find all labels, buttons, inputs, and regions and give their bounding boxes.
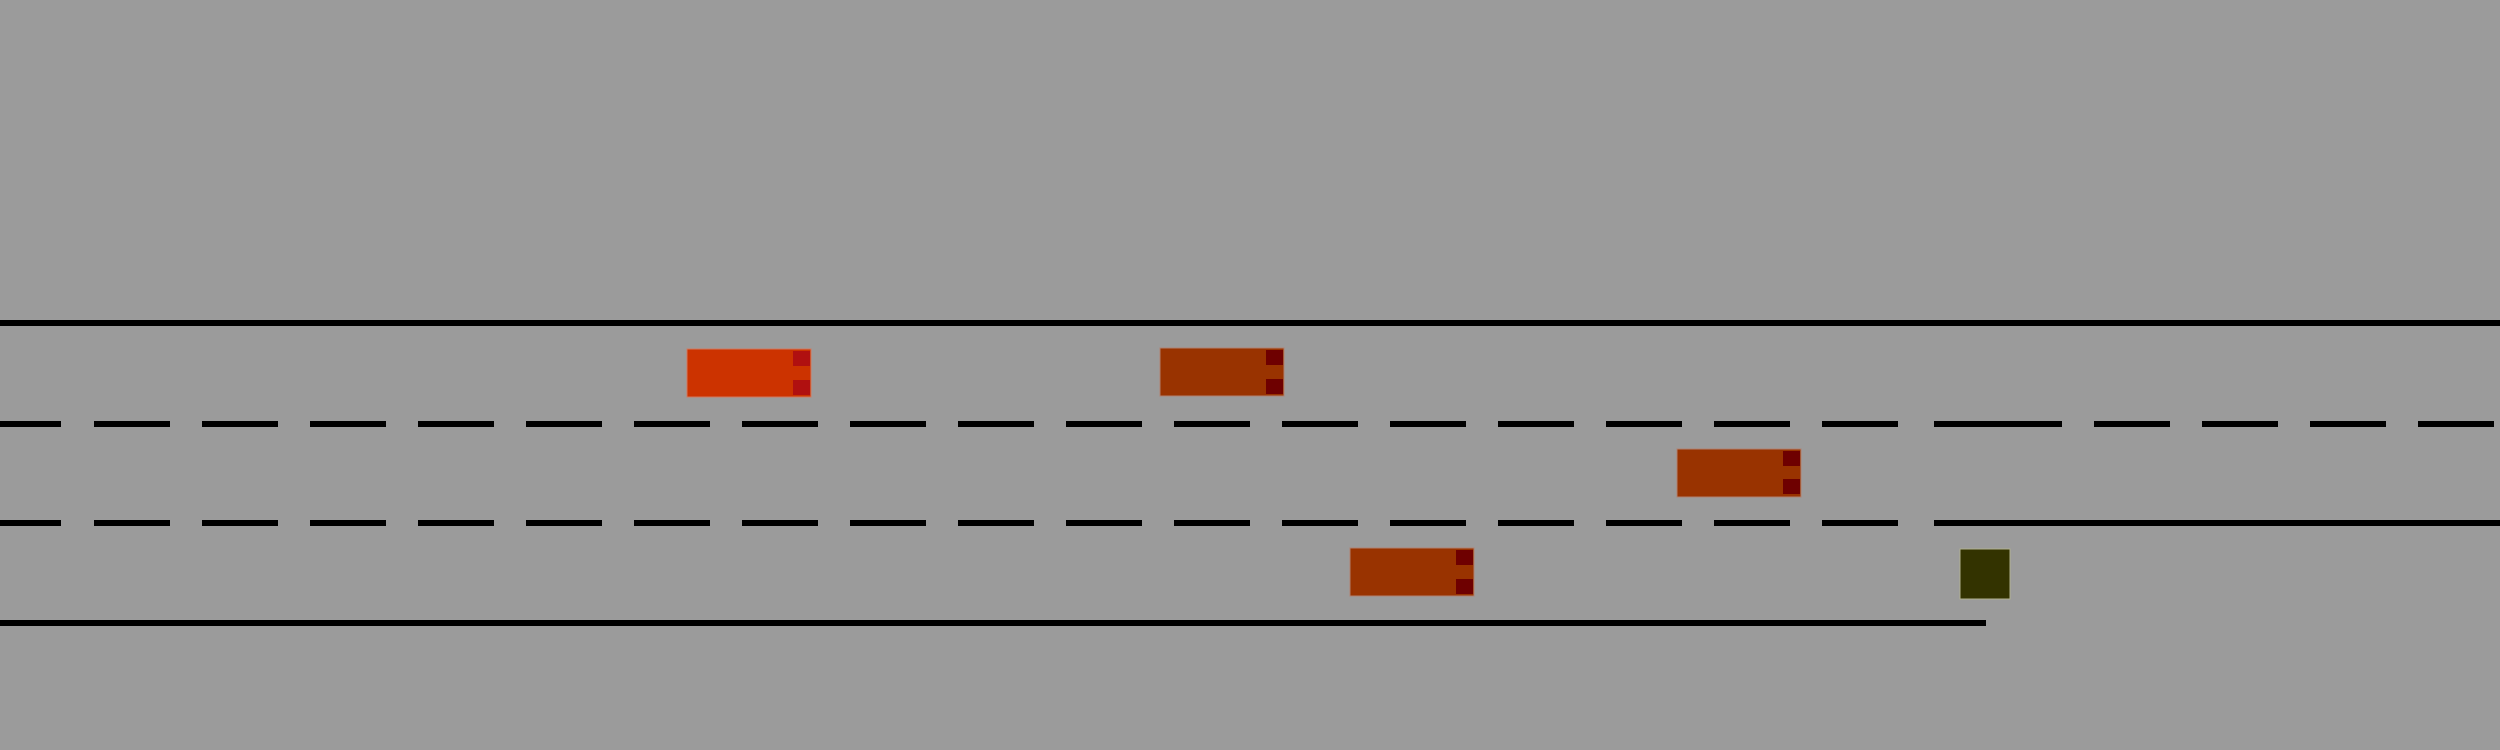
vehicle-headlight <box>1266 350 1283 365</box>
vehicle-headlight <box>1456 579 1473 594</box>
vehicle-headlight <box>1266 379 1283 394</box>
other-vehicle-1 <box>1160 348 1284 396</box>
vehicle-headlight <box>793 380 810 395</box>
vehicle-headlight <box>1783 451 1800 466</box>
vehicle-headlight <box>793 351 810 366</box>
vehicle-headlight <box>1783 479 1800 494</box>
vehicle-body <box>1350 548 1474 596</box>
vehicle-headlight <box>1456 550 1473 565</box>
vehicle-body <box>1160 348 1284 396</box>
vehicle-body <box>687 349 811 397</box>
other-vehicle-2 <box>1677 449 1801 497</box>
ego-vehicle <box>687 349 811 397</box>
lane-end-obstacle <box>1960 549 2010 599</box>
other-vehicle-3 <box>1350 548 1474 596</box>
vehicle-body <box>1677 449 1801 497</box>
